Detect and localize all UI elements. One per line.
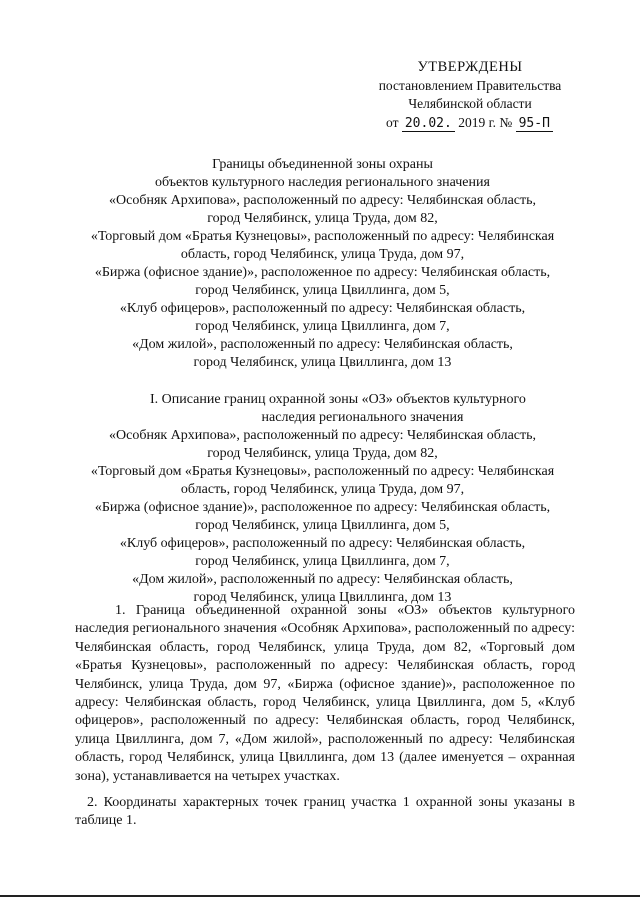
title-line: объектов культурного наследия регионального значения — [155, 175, 490, 190]
section-line: «Биржа (офисное здание)», расположенное по адресу: Челябинская область, — [94, 500, 551, 515]
year-text: 2019 г. № — [458, 114, 513, 130]
section-line: город Челябинск, улица Цвиллинга, дом 7, — [195, 554, 450, 569]
page-bottom-border — [0, 895, 640, 897]
section-line: «Дом жилой», расположенный по адресу: Челябинская область, — [132, 572, 513, 587]
title-line: Границы объединенной зоны охраны — [212, 157, 433, 172]
paragraph-1: 1. Граница объединенной охранной зоны «ОЗ» объектов культурного наследия регионального значения «Особняк Архипова», расположенный по адресу: Челябинская область, город Челябинск, улица Труда, дом 82, «Торговый дом «Братья Кузнецовы», расположенный по адресу: Челябинская область, город Челябинск, улица Труда, дом 97, «Биржа (офисное здание)», расположенное по адресу: Челябинская область, город Челябинск, улица Цвиллинга, дом 5, «Клуб офицеров», расположенный по адресу: Челябинская область, город Челябинск, улица Цвиллинга, дом 7, «Дом жилой», расположенный по адресу: Челябинская область, город Челябинск, улица Цвиллинга, дом 13 (далее именуется – охранная зона), устанавливается на четырех участках. — [75, 603, 575, 784]
section-heading — [70, 391, 575, 427]
title-line: «Торговый дом «Братья Кузнецовы», расположенный по адресу: Челябинская — [90, 229, 555, 244]
title-line: «Особняк Архипова», расположенный по адресу: Челябинская область, — [109, 193, 536, 208]
approval-number: 95-П — [516, 116, 553, 132]
title-line: «Биржа (офисное здание)», расположенное по адресу: Челябинская область, — [94, 265, 551, 280]
title-line: город Челябинск, улица Цвиллинга, дом 5, — [195, 283, 450, 298]
section-line: город Челябинск, улица Цвиллинга, дом 13 — [193, 590, 452, 605]
approval-stamp — [360, 58, 580, 133]
section-heading-line: I. Описание границ охранной зоны «ОЗ» объектов культурного — [150, 392, 526, 407]
title-line: «Дом жилой», расположенный по адресу: Челябинская область, — [132, 337, 513, 352]
section-line: область, город Челябинск, улица Труда, дом 97, — [180, 482, 465, 497]
approval-line: постановлением Правительства — [378, 77, 562, 93]
section-1-heading — [70, 391, 575, 607]
title-line: город Челябинск, улица Цвиллинга, дом 13 — [193, 355, 452, 370]
approval-date-line — [360, 114, 580, 134]
document-title — [70, 156, 575, 372]
title-line: город Челябинск, улица Цвиллинга, дом 7, — [195, 319, 450, 334]
section-line: город Челябинск, улица Цвиллинга, дом 5, — [195, 518, 450, 533]
approval-date: 20.02. — [402, 116, 455, 132]
approval-heading: УТВЕРЖДЕНЫ — [417, 59, 523, 75]
section-line: «Клуб офицеров», расположенный по адресу: Челябинская область, — [119, 536, 526, 551]
section-heading-line: наследия регионального значения — [261, 410, 464, 425]
section-line: «Торговый дом «Братья Кузнецовы», расположенный по адресу: Челябинская — [90, 464, 555, 479]
paragraph-2: 2. Координаты характерных точек границ участка 1 охранной зоны указаны в таблице 1. — [75, 795, 575, 829]
title-line: область, город Челябинск, улица Труда, дом 97, — [180, 247, 465, 262]
title-line: «Клуб офицеров», расположенный по адресу: Челябинская область, — [119, 301, 526, 316]
date-prefix: от — [386, 114, 399, 130]
section-line: город Челябинск, улица Труда, дом 82, — [207, 446, 438, 461]
section-line: «Особняк Архипова», расположенный по адресу: Челябинская область, — [109, 428, 536, 443]
title-line: город Челябинск, улица Труда, дом 82, — [207, 211, 438, 226]
approval-line: Челябинской области — [408, 96, 532, 111]
